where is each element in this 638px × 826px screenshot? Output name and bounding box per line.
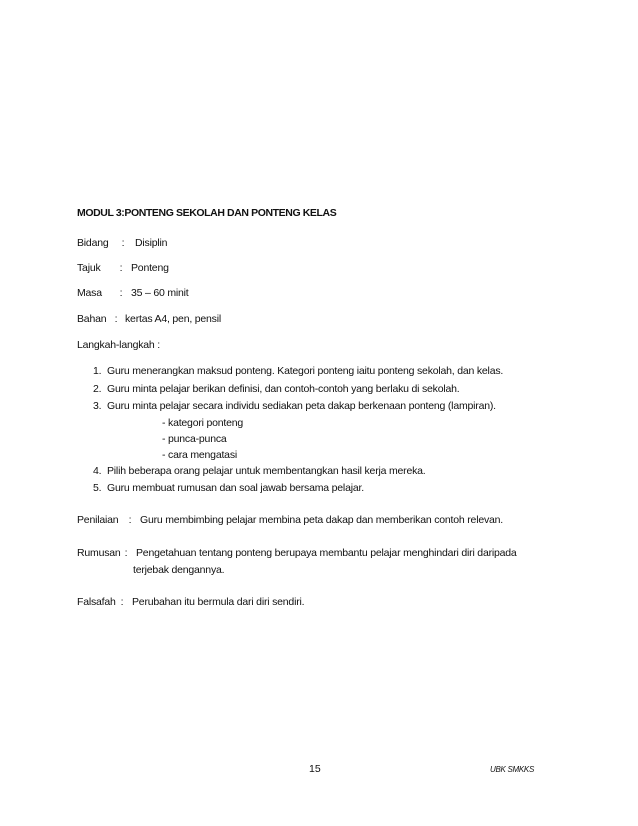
rumusan-value-line1: Pengetahuan tentang ponteng berupaya membantu pelajar menghindari diri daripada	[136, 547, 517, 559]
step-number: 5.	[93, 482, 102, 494]
field-bahan-sep: :	[114, 313, 118, 325]
falsafah-value: Perubahan itu bermula dari diri sendiri.	[132, 596, 305, 608]
step-number: 3.	[93, 400, 102, 412]
field-masa-label: Masa	[77, 287, 102, 299]
step-number: 4.	[93, 465, 102, 477]
module-title: MODUL 3:PONTENG SEKOLAH DAN PONTENG KELAS	[77, 207, 337, 219]
footer-org: UBK SMKKS	[490, 765, 534, 774]
rumusan	[77, 547, 517, 560]
field-bahan	[77, 313, 221, 326]
field-bidang	[77, 237, 167, 250]
penilaian-sep: :	[128, 514, 132, 526]
step-item	[93, 465, 426, 478]
field-tajuk-label: Tajuk	[77, 262, 101, 274]
step-text: Guru minta pelajar secara individu sediakan peta dakap berkenaan ponteng (lampiran).	[107, 400, 496, 412]
sub-item: - cara mengatasi	[162, 449, 238, 461]
step-number: 2.	[93, 383, 102, 395]
rumusan-label: Rumusan	[77, 547, 121, 559]
field-tajuk-sep: :	[119, 262, 123, 274]
falsafah-label: Falsafah	[77, 596, 116, 608]
field-masa-value: 35 – 60 minit	[131, 287, 189, 299]
penilaian	[77, 514, 503, 527]
step-text: Pilih beberapa orang pelajar untuk membentangkan hasil kerja mereka.	[107, 465, 426, 477]
field-bahan-value: kertas A4, pen, pensil	[125, 313, 221, 325]
step-item	[93, 383, 460, 396]
penilaian-label: Penilaian	[77, 514, 119, 526]
steps-heading: Langkah-langkah :	[77, 339, 160, 351]
step-text: Guru menerangkan maksud ponteng. Kategori ponteng iaitu ponteng sekolah, dan kelas.	[107, 365, 504, 377]
sub-item: - kategori ponteng	[162, 417, 244, 429]
field-bidang-value: Disiplin	[135, 237, 168, 249]
field-tajuk-value: Ponteng	[131, 262, 169, 274]
step-text: Guru membuat rumusan dan soal jawab bersama pelajar.	[107, 482, 364, 494]
step-item	[93, 482, 364, 495]
step-text: Guru minta pelajar berikan definisi, dan contoh-contoh yang berlaku di sekolah.	[107, 383, 460, 395]
rumusan-value-line2: terjebak dengannya.	[133, 564, 225, 576]
step-item	[93, 400, 496, 413]
field-bahan-label: Bahan	[77, 313, 107, 325]
rumusan-sep: :	[124, 547, 128, 559]
falsafah-sep: :	[120, 596, 124, 608]
field-masa	[77, 287, 189, 300]
field-bidang-label: Bidang	[77, 237, 109, 249]
penilaian-value: Guru membimbing pelajar membina peta dakap dan memberikan contoh relevan.	[140, 514, 504, 526]
step-item	[93, 365, 503, 378]
sub-item: - punca-punca	[162, 433, 227, 445]
step-number: 1.	[93, 365, 102, 377]
field-masa-sep: :	[119, 287, 123, 299]
page-number: 15	[309, 763, 321, 775]
field-bidang-sep: :	[121, 237, 125, 249]
field-tajuk	[77, 262, 169, 275]
falsafah	[77, 596, 304, 609]
